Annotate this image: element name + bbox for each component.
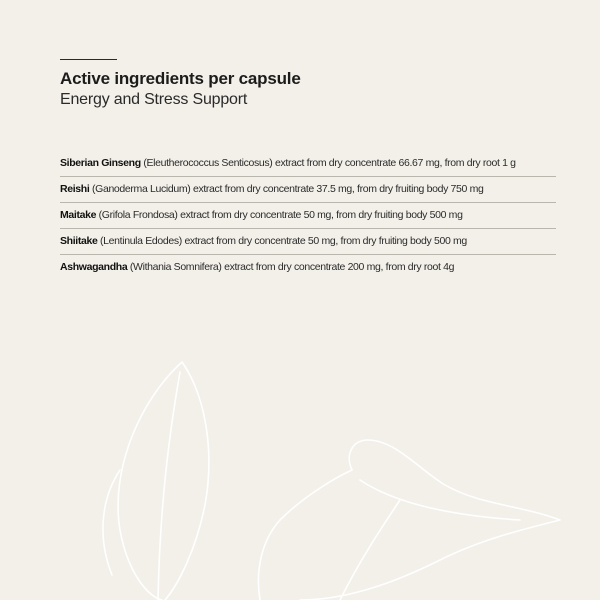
ingredient-description: (Grifola Frondosa) extract from dry concentrate 50 mg, from dry fruiting body 500 mg <box>96 209 463 221</box>
ingredient-description: (Withania Somnifera) extract from dry concentrate 200 mg, from dry root 4g <box>127 261 455 273</box>
ingredient-name: Shiitake <box>60 235 98 247</box>
ingredient-name: Maitake <box>60 209 97 221</box>
page-subtitle: Energy and Stress Support <box>60 91 248 108</box>
leaf-right-midrib <box>360 480 520 520</box>
ingredient-row-maitake <box>60 203 556 229</box>
leaf-left-midrib <box>158 372 180 600</box>
ingredient-name: Ashwagandha <box>60 261 128 273</box>
header-accent-rule <box>60 59 117 60</box>
ingredient-list <box>60 151 556 280</box>
ingredient-name: Reishi <box>60 183 90 195</box>
ingredient-description: (Lentinula Edodes) extract from dry concentrate 50 mg, from dry fruiting body 500 mg <box>97 235 467 247</box>
leaf-right-vein <box>340 500 400 600</box>
page-title: Active ingredients per capsule <box>60 69 301 88</box>
leaf-right-outline <box>258 440 560 600</box>
ingredient-description: (Ganoderma Lucidum) extract from dry concentrate 37.5 mg, from dry fruiting body 750 mg <box>89 183 484 195</box>
ingredient-description: (Eleutherococcus Senticosus) extract from dry concentrate 66.67 mg, from dry root 1 g <box>140 157 516 169</box>
ingredient-row-shiitake <box>60 229 556 255</box>
ingredient-row-siberian-ginseng <box>60 151 556 177</box>
ingredient-row-reishi <box>60 177 556 203</box>
leaf-left-outline <box>118 362 209 600</box>
leaf-small-lobe <box>103 470 120 575</box>
ingredient-name: Siberian Ginseng <box>60 157 141 169</box>
ingredient-row-ashwagandha <box>60 255 556 280</box>
